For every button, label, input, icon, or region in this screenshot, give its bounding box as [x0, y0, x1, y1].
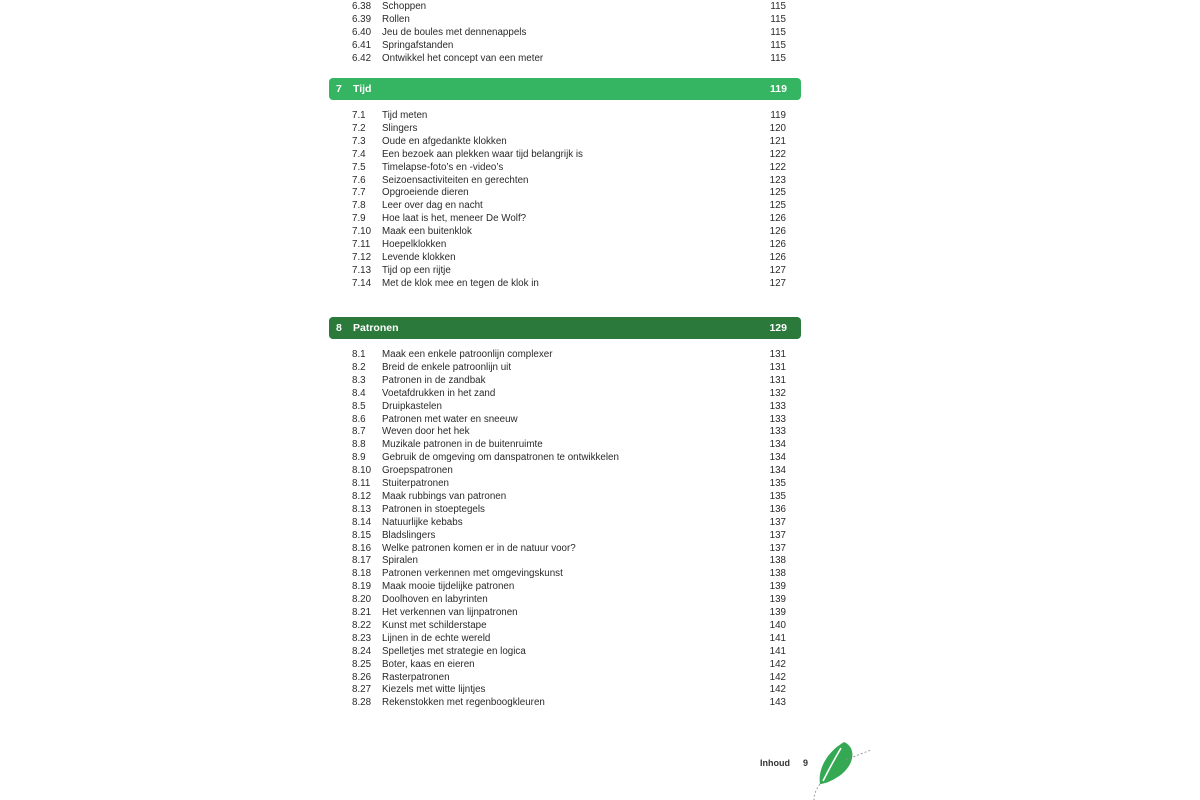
entry-page: 135: [769, 478, 786, 489]
entry-number: 8.22: [352, 619, 372, 631]
page-footer: [760, 758, 808, 768]
entry-page: 138: [769, 555, 786, 567]
entry-title: Bladslingers: [382, 529, 436, 541]
entry-page: 135: [769, 490, 786, 502]
entry-title: Lijnen in de echte wereld: [382, 632, 491, 644]
entry-page: 141: [769, 632, 786, 644]
entry-page: 133: [769, 426, 786, 438]
entry-page: 137: [769, 516, 786, 528]
entry-title: Voetafdrukken in het zand: [382, 387, 496, 399]
toc-entry: [352, 671, 786, 684]
entry-number: 8.2: [352, 361, 366, 373]
entry-title: Maak mooie tijdelijke patronen: [382, 581, 515, 593]
entry-page: 131: [769, 349, 786, 360]
entry-number: 8.24: [352, 645, 372, 657]
entry-number: 8.9: [352, 452, 366, 464]
entry-title: Een bezoek aan plekken waar tijd belangrijk is: [382, 148, 583, 160]
entry-title: Schoppen: [382, 1, 427, 12]
entry-number: 6.42: [352, 52, 372, 64]
entry-number: 8.13: [352, 503, 372, 515]
entry-page: 115: [770, 52, 786, 64]
entry-number: 6.39: [352, 13, 372, 25]
entry-page: 125: [769, 187, 786, 199]
toc-entry: [352, 212, 786, 225]
entry-number: 8.1: [352, 349, 366, 360]
entry-title: Opgroeiende dieren: [382, 187, 469, 199]
entry-page: 131: [769, 361, 786, 373]
toc-entry: [352, 39, 786, 52]
entry-title: Spelletjes met strategie en logica: [382, 645, 526, 657]
entry-page: 131: [769, 374, 786, 386]
entry-page: 138: [769, 568, 786, 580]
entry-title: Kiezels met witte lijntjes: [382, 684, 486, 696]
chapter-title: Tijd: [353, 83, 372, 95]
toc-entry: [352, 225, 786, 238]
entry-number: 8.6: [352, 413, 366, 425]
entry-page: 134: [769, 452, 786, 464]
toc-entry: [352, 374, 786, 387]
entry-title: Tijd meten: [382, 110, 428, 121]
toc-entry: [352, 186, 786, 199]
entry-number: 8.27: [352, 684, 372, 696]
entry-page: 123: [769, 174, 786, 186]
entry-number: 7.8: [352, 200, 366, 212]
entry-title: Weven door het hek: [382, 426, 470, 438]
entry-title: Patronen in stoeptegels: [382, 503, 485, 515]
entry-page: 137: [769, 529, 786, 541]
entry-title: Rekenstokken met regenboogkleuren: [382, 697, 545, 709]
toc-entry: [352, 135, 786, 148]
entry-page: 142: [769, 658, 786, 670]
entry-page: 115: [770, 39, 786, 51]
entry-number: 7.4: [352, 148, 366, 160]
entry-title: Doolhoven en labyrinten: [382, 594, 488, 606]
entry-title: Hoe laat is het, meneer De Wolf?: [382, 213, 527, 225]
entry-title: Het verkennen van lijnpatronen: [382, 607, 518, 618]
entry-page: 125: [769, 200, 786, 212]
entry-title: Rollen: [382, 13, 410, 25]
entry-page: 119: [770, 110, 786, 121]
entry-title: Stuiterpatronen: [382, 478, 449, 489]
entry-title: Patronen met water en sneeuw: [382, 413, 518, 425]
entry-number: 6.38: [352, 1, 372, 12]
entry-page: 140: [769, 619, 786, 631]
entry-title: Welke patronen komen er in de natuur voor?: [382, 542, 576, 554]
entry-number: 8.15: [352, 529, 372, 541]
entry-number: 8.8: [352, 439, 366, 451]
entry-title: Kunst met schilderstape: [382, 619, 487, 631]
entry-number: 8.12: [352, 490, 372, 502]
entry-number: 7.11: [352, 239, 371, 250]
entry-number: 7.12: [352, 251, 372, 263]
entry-title: Leer over dag en nacht: [382, 200, 483, 212]
entry-title: Maak een buitenklok: [382, 226, 472, 238]
leaf-icon: [808, 738, 878, 800]
dashed-line: [814, 784, 820, 800]
toc-entry: [352, 606, 786, 619]
entry-title: Gebruik de omgeving om danspatronen te ontwikkelen: [382, 452, 619, 464]
chapter-number: 7: [336, 83, 342, 95]
toc-entry: [352, 161, 786, 174]
entry-page: 126: [769, 226, 786, 238]
entry-title: Spiralen: [382, 555, 418, 567]
entry-page: 142: [769, 671, 786, 683]
entry-number: 7.5: [352, 161, 366, 173]
entry-title: Hoepelklokken: [382, 239, 447, 250]
toc-entry: [352, 477, 786, 490]
entry-number: 8.25: [352, 658, 372, 670]
entry-page: 134: [769, 439, 786, 451]
entry-number: 8.18: [352, 568, 372, 580]
entry-number: 8.10: [352, 465, 372, 477]
toc-entry: [352, 238, 786, 251]
toc-entry: [352, 277, 786, 290]
toc-entry: [352, 148, 786, 161]
entry-number: 8.3: [352, 374, 366, 386]
toc-entry: [352, 619, 786, 632]
entry-title: Oude en afgedankte klokken: [382, 135, 507, 147]
toc-entry: [352, 554, 786, 567]
entry-number: 8.5: [352, 400, 366, 412]
toc-entry: [352, 0, 786, 13]
entry-title: Breid de enkele patroonlijn uit: [382, 361, 512, 373]
entry-title: Levende klokken: [382, 251, 456, 263]
chapter-number: 8: [336, 322, 342, 334]
entry-title: Met de klok mee en tegen de klok in: [382, 277, 539, 289]
toc-entry: [352, 348, 786, 361]
toc-entry: [352, 361, 786, 374]
toc-entry: [352, 593, 786, 606]
entry-page: 142: [769, 684, 786, 696]
entry-title: Maak rubbings van patronen: [382, 490, 507, 502]
entry-title: Groepspatronen: [382, 465, 453, 477]
toc-entry: [352, 645, 786, 658]
entry-page: 133: [769, 400, 786, 412]
entry-page: 126: [769, 251, 786, 263]
toc-entry: [352, 13, 786, 26]
entry-number: 7.7: [352, 187, 366, 199]
toc-entry: [352, 174, 786, 187]
entry-number: 7.6: [352, 174, 366, 186]
entry-number: 8.21: [352, 607, 372, 618]
entry-number: 7.2: [352, 122, 366, 134]
entry-page: 122: [769, 161, 786, 173]
entry-number: 8.20: [352, 594, 372, 606]
toc-entry: [352, 542, 786, 555]
entry-page: 115: [770, 26, 786, 38]
entry-number: 8.28: [352, 697, 372, 709]
entry-number: 8.7: [352, 426, 366, 438]
entry-number: 8.26: [352, 671, 372, 683]
chapter-header: [329, 78, 801, 100]
toc-entry: [352, 567, 786, 580]
toc-entry: [352, 400, 786, 413]
entry-number: 7.9: [352, 213, 366, 225]
toc-entry: [352, 696, 786, 709]
entry-number: 8.19: [352, 581, 372, 593]
chapter-page: 119: [770, 83, 787, 95]
toc-entry: [352, 503, 786, 516]
entry-number: 6.41: [352, 39, 372, 51]
entry-title: Springafstanden: [382, 39, 454, 51]
entry-page: 143: [769, 697, 786, 709]
entry-page: 127: [769, 264, 786, 276]
toc-entry: [352, 490, 786, 503]
entry-title: Jeu de boules met dennenappels: [382, 26, 527, 38]
toc-entry: [352, 464, 786, 477]
toc-entry: [352, 425, 786, 438]
chapter-page: 129: [769, 322, 787, 334]
entry-page: 120: [769, 122, 786, 134]
entry-title: Timelapse-foto’s en -video’s: [382, 161, 504, 173]
toc-entry: [352, 264, 786, 277]
entry-page: 126: [769, 213, 786, 225]
entry-page: 139: [769, 607, 786, 618]
toc-entry: [352, 109, 786, 122]
entry-title: Maak een enkele patroonlijn complexer: [382, 349, 553, 360]
entry-page: 115: [770, 1, 786, 12]
entry-title: Natuurlijke kebabs: [382, 516, 463, 528]
entry-page: 137: [769, 542, 786, 554]
entry-title: Slingers: [382, 122, 418, 134]
entry-title: Seizoensactiviteiten en gerechten: [382, 174, 529, 186]
toc-entry: [352, 580, 786, 593]
entry-title: Rasterpatronen: [382, 671, 450, 683]
toc-entry: [352, 451, 786, 464]
toc-entry: [352, 658, 786, 671]
entry-number: 7.14: [352, 277, 372, 289]
entry-page: 133: [769, 413, 786, 425]
entry-number: 8.23: [352, 632, 372, 644]
toc-entry: [352, 632, 786, 645]
toc-entry: [352, 413, 786, 426]
entry-page: 126: [769, 239, 786, 250]
entry-page: 134: [769, 465, 786, 477]
entry-number: 7.1: [352, 110, 366, 121]
chapter-header: [329, 317, 801, 339]
entry-number: 8.17: [352, 555, 372, 567]
entry-title: Boter, kaas en eieren: [382, 658, 475, 670]
entry-title: Tijd op een rijtje: [382, 264, 451, 276]
toc-entry: [352, 438, 786, 451]
entry-number: 7.10: [352, 226, 372, 238]
footer-page-number: 9: [803, 758, 809, 768]
toc-entry: [352, 122, 786, 135]
entry-page: 122: [769, 148, 786, 160]
toc-entry: [352, 529, 786, 542]
entry-page: 141: [769, 645, 786, 657]
footer-section-label: Inhoud: [760, 758, 790, 768]
entry-number: 8.4: [352, 387, 366, 399]
entry-page: 127: [769, 277, 786, 289]
entry-number: 6.40: [352, 26, 372, 38]
toc-entry: [352, 516, 786, 529]
entry-number: 7.3: [352, 135, 366, 147]
toc-entry: [352, 251, 786, 264]
entry-page: 139: [769, 594, 786, 606]
entry-number: 7.13: [352, 264, 372, 276]
entry-number: 8.11: [352, 478, 371, 489]
toc-entry: [352, 26, 786, 39]
entry-number: 8.14: [352, 516, 372, 528]
entry-page: 139: [769, 581, 786, 593]
toc-entry: [352, 199, 786, 212]
entry-page: 115: [770, 13, 786, 25]
toc-entry: [352, 683, 786, 696]
entry-page: 121: [769, 135, 786, 147]
entry-number: 8.16: [352, 542, 372, 554]
entry-title: Muzikale patronen in de buitenruimte: [382, 439, 543, 451]
chapter-title: Patronen: [353, 322, 399, 334]
entry-title: Druipkastelen: [382, 400, 442, 412]
entry-title: Patronen in de zandbak: [382, 374, 486, 386]
entry-title: Ontwikkel het concept van een meter: [382, 52, 544, 64]
entry-page: 132: [769, 387, 786, 399]
toc-entry: [352, 387, 786, 400]
toc-entry: [352, 52, 786, 65]
entry-title: Patronen verkennen met omgevingskunst: [382, 568, 563, 580]
entry-page: 136: [769, 503, 786, 515]
